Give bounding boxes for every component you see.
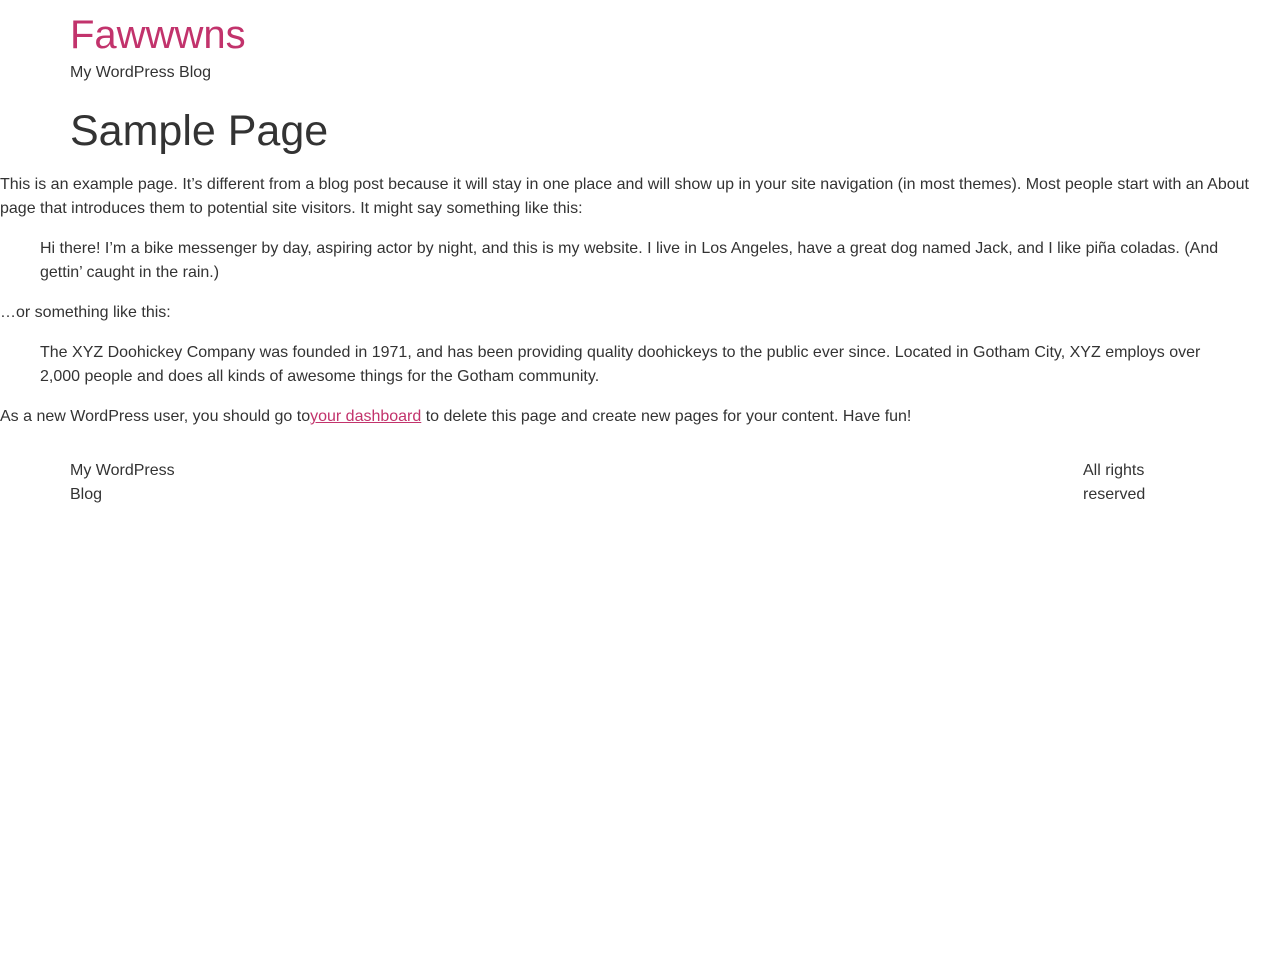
quote-text: Hi there! I’m a bike messenger by day, aspiring actor by night, and this is my website. I live in Los Angeles, have a great dog named Jack, and I like piña coladas. (And gettin’ caught in the rain.) xyxy=(40,240,1219,281)
intro-paragraph: This is an example page. It’s different from a blog post because it will stay in one place and will show up in your site navigation (in most themes). Most people start with an About page that introduces them to potential site visitors. It might say something like this: xyxy=(0,176,1249,217)
page-title: Sample Page xyxy=(70,107,329,155)
site-title-link[interactable]: Fawwwns xyxy=(70,13,246,57)
closing-text-before: As a new WordPress user, you should go to xyxy=(0,408,311,425)
footer-site-name: My WordPress Blog xyxy=(70,462,175,503)
closing-paragraph xyxy=(0,405,1260,429)
site-tagline: My WordPress Blog xyxy=(70,64,212,81)
page-content xyxy=(0,173,1260,445)
closing-text-after: to delete this page and create new pages for your content. Have fun! xyxy=(421,408,912,425)
footer-rights: All rights reserved xyxy=(1083,462,1146,503)
quote-text: The XYZ Doohickey Company was founded in 1971, and has been providing quality doohickeys to the public ever since. Located in Gotham City, XYZ employs over 2,000 people and does all kinds of awesome things for the Gotham community. xyxy=(40,344,1201,385)
quote-bike-messenger xyxy=(40,237,1230,285)
quote-doohickey-company xyxy=(40,341,1230,389)
dashboard-link[interactable]: your dashboard xyxy=(310,408,422,425)
site-header xyxy=(70,10,246,85)
middle-paragraph: …or something like this: xyxy=(0,304,171,321)
